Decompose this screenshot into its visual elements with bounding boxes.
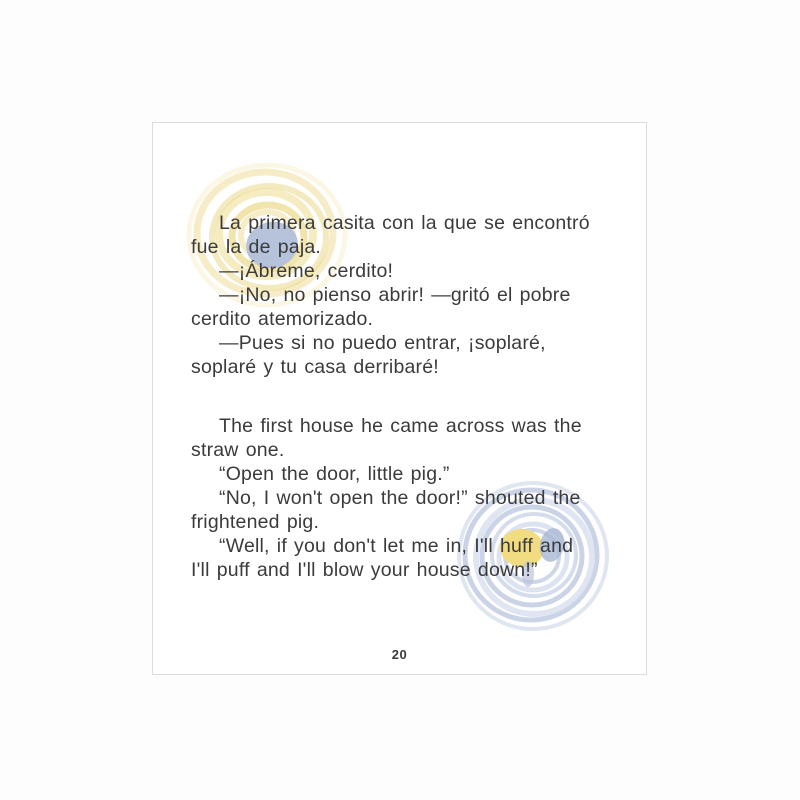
text-line: soplaré y tu casa derribaré! [191,356,439,378]
text-line: straw one. [191,439,285,461]
text-line: The first house he came across was the [219,415,582,437]
text-line: I'll puff and I'll blow your house down!” [191,559,538,581]
text-line: cerdito atemorizado. [191,308,374,330]
text-line: —¡Ábreme, cerdito! [219,260,394,282]
spanish-text-block [191,211,616,379]
book-page [152,122,647,675]
text-line: —¡No, no pienso abrir! —gritó el pobre [219,284,571,306]
text-line: “Open the door, little pig.” [219,463,450,485]
text-line: La primera casita con la que se encontró [219,212,590,234]
page-number: 20 [391,647,408,662]
text-line: “No, I won't open the door!” shouted the [219,487,581,509]
english-text-block [191,414,616,582]
text-line: frightened pig. [191,511,320,533]
text-line: “Well, if you don't let me in, I'll huff and [219,535,574,557]
text-line: —Pues si no puedo entrar, ¡soplaré, [219,332,546,354]
text-line: fue la de paja. [191,236,322,258]
